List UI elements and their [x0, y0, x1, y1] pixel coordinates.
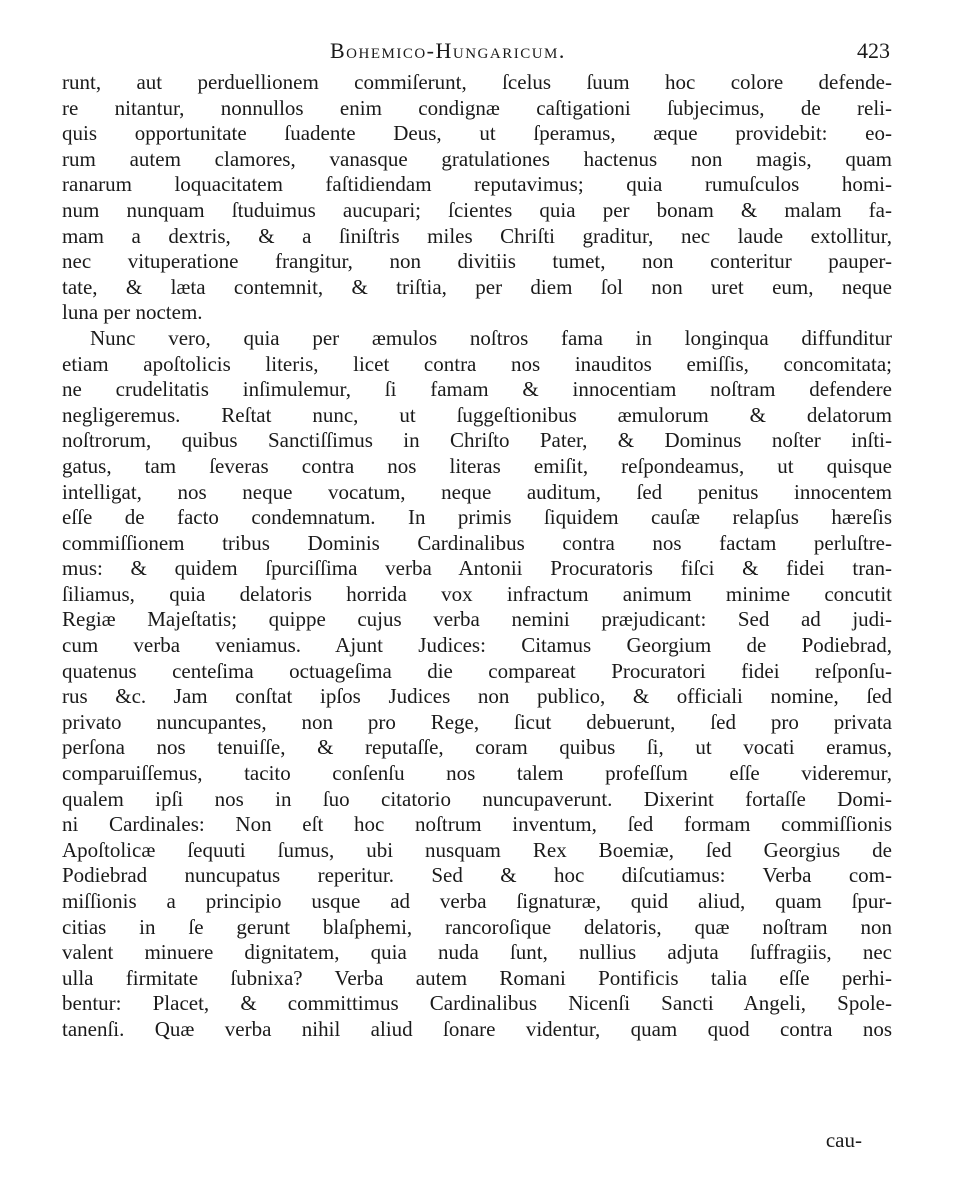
text-line: nec vituperatione frangitur, non divitiis tumet, non conteritur pauper- — [62, 249, 892, 274]
text-line: Nunc vero, quia per æmulos noſtros fama in longinqua diffunditur — [90, 325, 892, 350]
text-line: ſiliamus, quia delatoris horrida vox infractum animum minime concutit — [62, 581, 892, 606]
text-line: quatenus centeſima octuageſima die compareat Procuratori fidei reſponſu- — [62, 658, 892, 683]
text-line: quis opportunitate ſuadente Deus, ut ſperamus, æque providebit: eo- — [62, 121, 892, 146]
text-line: etiam apoſtolicis literis, licet contra nos inauditos emiſſis, concomitata; — [62, 351, 892, 376]
text-line: citias in ſe gerunt blaſphemi, rancoroſique delatoris, quæ noſtram non — [62, 914, 892, 939]
text-line: Regiæ Majeſtatis; quippe cujus verba nemini præjudicant: Sed ad judi- — [62, 607, 892, 632]
text-line: intelligat, nos neque vocatum, neque auditum, ſed penitus innocentem — [62, 479, 892, 504]
text-line: cum verba veniamus. Ajunt Judices: Citamus Georgium de Podiebrad, — [62, 633, 892, 658]
text-line: num nunquam ſtuduimus aucupari; ſcientes quia per bonam & malam fa- — [62, 197, 892, 222]
text-line: Podiebrad nuncupatus reperitur. Sed & hoc diſcutiamus: Verba com- — [62, 863, 892, 888]
text-line: comparuiſſemus, tacito conſenſu nos talem profeſſum eſſe videremur, — [62, 761, 892, 786]
text-line: tate, & læta contemnit, & triſtia, per diem ſol non uret eum, neque — [62, 274, 892, 299]
text-line: luna per noctem. — [62, 300, 203, 325]
text-line: runt, aut perduellionem commiſerunt, ſcelus ſuum hoc colore defende- — [62, 70, 892, 94]
running-title: Bohemico-Hungaricum. — [330, 38, 566, 63]
text-line: ni Cardinales: Non eſt hoc noſtrum inventum, ſed formam commiſſionis — [62, 812, 892, 837]
text-line: privato nuncupantes, non pro Rege, ſicut debuerunt, ſed pro privata — [62, 709, 892, 734]
text-line: rus &c. Jam conſtat ipſos Judices non publico, & officiali nomine, ſed — [62, 684, 892, 709]
text-line: tanenſi. Quæ verba nihil aliud ſonare videntur, quam quod contra nos — [62, 1016, 892, 1041]
text-line: qualem ipſi nos in ſuo citatorio nuncupaverunt. Dixerint fortaſſe Domi- — [62, 786, 892, 811]
text-line: perſona nos tenuiſſe, & reputaſſe, coram quibus ſi, ut vocati eramus, — [62, 735, 892, 760]
text-line: mus: & quidem ſpurciſſima verba Antonii Procuratoris fiſci & fidei tran- — [62, 556, 892, 581]
text-line: bentur: Placet, & committimus Cardinalibus Nicenſi Sancti Angeli, Spole- — [62, 991, 892, 1016]
text-line: Apoſtolicæ ſequuti ſumus, ubi nusquam Rex Boemiæ, ſed Georgius de — [62, 837, 892, 862]
text-line: mam a dextris, & a ſiniſtris miles Chriſti graditur, nec laude extollitur, — [62, 223, 892, 248]
text-line: miſſionis a principio usque ad verba ſignaturæ, quid aliud, quam ſpur- — [62, 889, 892, 913]
text-line: valent minuere dignitatem, quia nuda ſunt, nullius adjuta ſuffragiis, nec — [62, 940, 892, 965]
text-line: ulla firmitate ſubnixa? Verba autem Romani Pontificis talia eſſe perhi- — [62, 965, 892, 990]
text-line: re nitantur, nonnullos enim condignæ caſtigationi ſubjecimus, de reli- — [62, 95, 892, 120]
text-line: noſtrorum, quibus Sanctiſſimus in Chriſto Pater, & Dominus noſter inſti- — [62, 428, 892, 453]
text-line: commiſſionem tribus Dominis Cardinalibus contra nos factam perluſtre- — [62, 530, 892, 555]
text-line: negligeremus. Reſtat nunc, ut ſuggeſtionibus æmulorum & delatorum — [62, 402, 892, 427]
text-line: gatus, tam ſeveras contra nos literas emiſit, reſpondeamus, ut quisque — [62, 453, 892, 478]
catchword: cau- — [825, 1128, 862, 1152]
text-line: ranarum loquacitatem faſtidiendam reputavimus; quia rumuſculos homi- — [62, 172, 892, 197]
text-line: ne crudelitatis inſimulemur, ſi famam & innocentiam noſtram defendere — [62, 377, 892, 402]
text-line: rum autem clamores, vanasque gratulationes hactenus non magis, quam — [62, 146, 892, 171]
running-head — [0, 38, 960, 68]
body-text — [62, 70, 892, 1043]
page-number: 423 — [857, 38, 890, 63]
text-line: eſſe de facto condemnatum. In primis ſiquidem cauſæ relapſus hæreſis — [62, 505, 892, 530]
